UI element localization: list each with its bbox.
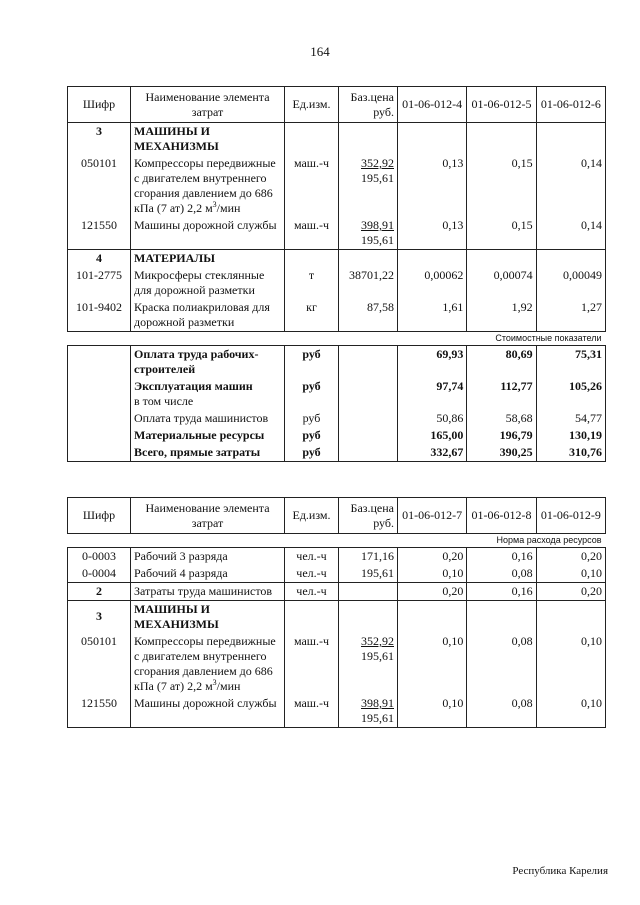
summary-value: 196,79 <box>467 427 536 444</box>
summary-value: 97,74 <box>398 378 467 410</box>
summary-value: 105,26 <box>536 378 605 410</box>
table-header <box>68 87 606 123</box>
row-value: 0,00049 <box>536 267 605 299</box>
row-name: Рабочий 4 разряда <box>131 565 285 583</box>
row-price: 398,91 195,61 <box>339 695 398 728</box>
row-value: 0,00074 <box>467 267 536 299</box>
band-row <box>68 332 606 346</box>
header-col-1: 01-06-012-4 <box>398 87 467 123</box>
summary-value: 165,00 <box>398 427 467 444</box>
row-code: 0-0003 <box>68 548 131 566</box>
row-value: 1,27 <box>536 299 605 332</box>
row-value: 0,15 <box>467 155 536 217</box>
row-name: Машины дорожной службы <box>131 695 285 728</box>
row-value: 0,00062 <box>398 267 467 299</box>
row-value: 0,20 <box>398 583 467 601</box>
row-value: 0,10 <box>536 565 605 583</box>
row-code: 101-9402 <box>68 299 131 332</box>
table-row <box>68 633 606 695</box>
table-row <box>68 217 606 250</box>
row-value: 0,20 <box>536 583 605 601</box>
summary-row <box>68 346 606 379</box>
summary-unit: руб <box>285 346 339 379</box>
row-code: 121550 <box>68 217 131 250</box>
summary-value: 58,68 <box>467 410 536 427</box>
row-name: Компрессоры передвижные с двигателем внутреннего сгорания давлением до 686 кПа (7 ат) 2,2 $м^3$/мин <box>131 155 285 217</box>
summary-unit: руб <box>285 410 339 427</box>
header-code: Шифр <box>68 498 131 534</box>
row-price: 195,61 <box>339 565 398 583</box>
summary-name: Оплата труда рабочих-строителей <box>131 346 285 379</box>
row-value: 0,20 <box>398 548 467 566</box>
row-value: 0,15 <box>467 217 536 250</box>
row-unit: чел.-ч <box>285 583 339 601</box>
row-value: 0,10 <box>398 695 467 728</box>
row-value: 0,13 <box>398 217 467 250</box>
table-row <box>68 299 606 332</box>
row-name: Затраты труда машинистов <box>131 583 285 601</box>
row-code: 2 <box>68 583 131 601</box>
header-col-1: 01-06-012-7 <box>398 498 467 534</box>
row-price: 171,16 <box>339 548 398 566</box>
summary-name: Оплата труда машинистов <box>131 410 285 427</box>
section-row <box>68 123 606 156</box>
header-price: Баз.цена руб. <box>339 498 398 534</box>
summary-row <box>68 410 606 427</box>
header-price: Баз.цена руб. <box>339 87 398 123</box>
page-number: 164 <box>310 44 330 59</box>
header-name: Наименование элемента затрат <box>131 87 285 123</box>
section-title: МАШИНЫ И МЕХАНИЗМЫ <box>131 123 285 156</box>
section-row <box>68 583 606 601</box>
estimate-table-1 <box>67 86 606 462</box>
table-row <box>68 267 606 299</box>
table-row <box>68 155 606 217</box>
row-value: 0,13 <box>398 155 467 217</box>
row-unit: маш.-ч <box>285 633 339 695</box>
row-value: 0,16 <box>467 583 536 601</box>
summary-value: 50,86 <box>398 410 467 427</box>
row-value: 0,14 <box>536 155 605 217</box>
summary-value: 75,31 <box>536 346 605 379</box>
header-name: Наименование элемента затрат <box>131 498 285 534</box>
summary-note: в том числе <box>134 394 194 408</box>
band-label: Норма расхода ресурсов <box>68 534 606 548</box>
summary-name: Всего, прямые затраты <box>131 444 285 462</box>
row-price: 352,92 195,61 <box>339 633 398 695</box>
row-code: 050101 <box>68 155 131 217</box>
row-price: 352,92 195,61 <box>339 155 398 217</box>
summary-unit: руб <box>285 378 339 410</box>
table-header <box>68 498 606 534</box>
header-col-3: 01-06-012-6 <box>536 87 605 123</box>
row-name: Рабочий 3 разряда <box>131 548 285 566</box>
row-value: 0,16 <box>467 548 536 566</box>
summary-value: 390,25 <box>467 444 536 462</box>
header-col-2: 01-06-012-8 <box>467 498 536 534</box>
header-unit: Ед.изм. <box>285 498 339 534</box>
row-unit: чел.-ч <box>285 548 339 566</box>
summary-row <box>68 378 606 410</box>
summary-unit: руб <box>285 427 339 444</box>
row-name: Микросферы стеклянные для дорожной разметки <box>131 267 285 299</box>
row-name: Машины дорожной службы <box>131 217 285 250</box>
summary-value: 310,76 <box>536 444 605 462</box>
table-row <box>68 565 606 583</box>
row-code: 050101 <box>68 633 131 695</box>
header-col-3: 01-06-012-9 <box>536 498 605 534</box>
summary-name: Материальные ресурсы <box>131 427 285 444</box>
row-code: 101-2775 <box>68 267 131 299</box>
summary-name: Эксплуатация машин в том числе <box>131 378 285 410</box>
row-unit: маш.-ч <box>285 155 339 217</box>
section-code: 4 <box>68 250 131 268</box>
row-price: 398,91 195,61 <box>339 217 398 250</box>
summary-row <box>68 427 606 444</box>
row-unit: чел.-ч <box>285 565 339 583</box>
section-code: 3 <box>68 601 131 634</box>
row-value: 0,08 <box>467 633 536 695</box>
row-value: 1,92 <box>467 299 536 332</box>
header-code: Шифр <box>68 87 131 123</box>
section-row <box>68 601 606 634</box>
row-value: 0,10 <box>536 695 605 728</box>
row-value: 0,08 <box>467 695 536 728</box>
row-name: Краска полиакриловая для дорожной разметки <box>131 299 285 332</box>
estimate-table-2 <box>67 497 606 728</box>
summary-value: 130,19 <box>536 427 605 444</box>
summary-value: 54,77 <box>536 410 605 427</box>
table-row <box>68 695 606 728</box>
row-value: 0,10 <box>536 633 605 695</box>
section-row <box>68 250 606 268</box>
row-price: 38701,22 <box>339 267 398 299</box>
summary-value: 112,77 <box>467 378 536 410</box>
row-value: 0,08 <box>467 565 536 583</box>
band-row <box>68 534 606 548</box>
row-unit: т <box>285 267 339 299</box>
row-value: 0,10 <box>398 633 467 695</box>
row-name: Компрессоры передвижные с двигателем внутреннего сгорания давлением до 686 кПа (7 ат) 2,2 $м^3$/мин <box>131 633 285 695</box>
header-unit: Ед.изм. <box>285 87 339 123</box>
row-price: 87,58 <box>339 299 398 332</box>
summary-value: 69,93 <box>398 346 467 379</box>
row-unit: маш.-ч <box>285 695 339 728</box>
summary-value: 332,67 <box>398 444 467 462</box>
row-value: 0,20 <box>536 548 605 566</box>
row-value: 0,10 <box>398 565 467 583</box>
summary-row <box>68 444 606 462</box>
footer-region: Республика Карелия <box>512 865 608 877</box>
section-title: МАШИНЫ И МЕХАНИЗМЫ <box>131 601 285 634</box>
row-value: 1,61 <box>398 299 467 332</box>
header-col-2: 01-06-012-5 <box>467 87 536 123</box>
summary-unit: руб <box>285 444 339 462</box>
table-row <box>68 548 606 566</box>
row-value: 0,14 <box>536 217 605 250</box>
row-code: 121550 <box>68 695 131 728</box>
row-unit: маш.-ч <box>285 217 339 250</box>
section-title: МАТЕРИАЛЫ <box>131 250 285 268</box>
band-label: Стоимостные показатели <box>68 332 606 346</box>
row-unit: кг <box>285 299 339 332</box>
summary-value: 80,69 <box>467 346 536 379</box>
row-code: 0-0004 <box>68 565 131 583</box>
section-code: 3 <box>68 123 131 156</box>
